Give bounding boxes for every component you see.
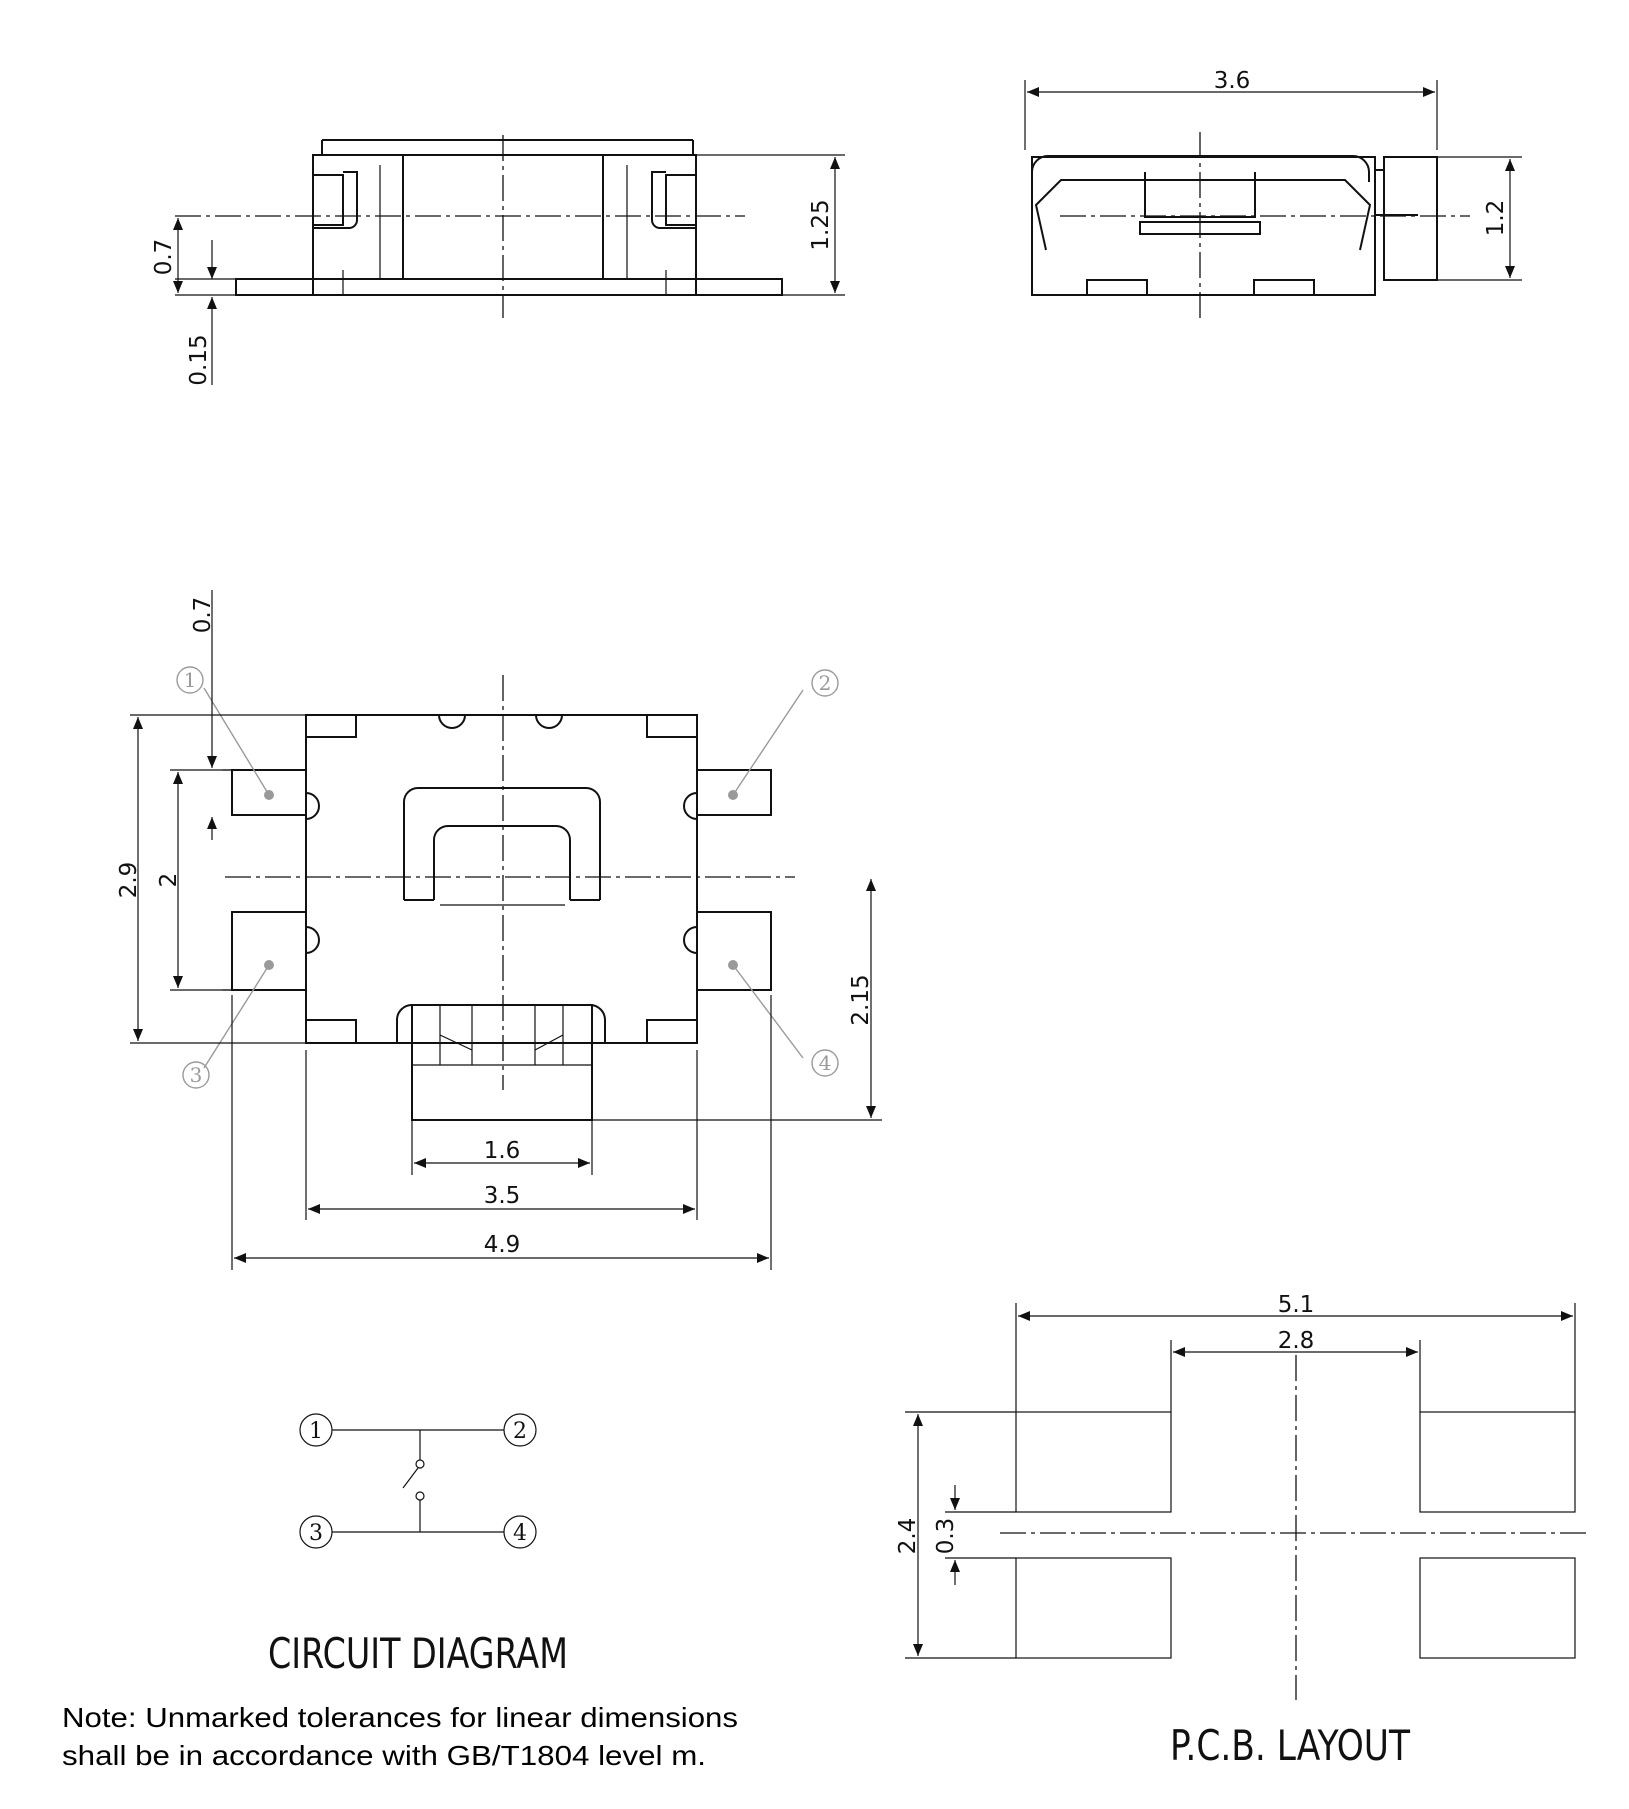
pin-label-2: 2 [818,671,832,695]
dim-0-15: 0.15 [186,334,212,386]
dim-5-1: 5.1 [1277,1292,1315,1318]
tolerance-note [62,1702,738,1771]
note-line-2: shall be in accordance with GB/T1804 level m. [62,1740,706,1771]
circuit-pin-1: 1 [309,1419,323,1444]
pcb-pad-2 [1420,1412,1575,1512]
dim-0-7-side: 0.7 [151,238,177,276]
pcb-pad-1 [1016,1412,1171,1512]
side-view-front [151,135,845,386]
dim-2-15: 2.15 [848,974,874,1026]
pcb-pad-4 [1420,1558,1575,1658]
pcb-layout [895,1292,1590,1770]
circuit-title: CIRCUIT DIAGRAM [268,1629,568,1678]
pcb-title: P.C.B. LAYOUT [1170,1721,1411,1770]
dim-4-9: 4.9 [483,1232,521,1258]
dim-0-3: 0.3 [933,1517,959,1555]
dim-2-9: 2.9 [116,861,142,899]
dim-3-5: 3.5 [483,1183,521,1209]
dim-0-7-pin: 0.7 [190,596,216,634]
dim-1-2: 1.2 [1483,199,1509,237]
pin-label-1: 1 [183,668,197,692]
circuit-diagram [268,1414,568,1678]
dim-3-6: 3.6 [1213,68,1251,94]
side-view-right [1025,68,1522,318]
circuit-pin-2: 2 [513,1419,527,1444]
note-line-1: Note: Unmarked tolerances for linear dimensions [62,1702,738,1733]
dim-2-8: 2.8 [1277,1328,1315,1354]
pin-label-4: 4 [818,1051,832,1075]
circuit-pin-3: 3 [309,1521,323,1546]
dim-1-25: 1.25 [808,199,834,251]
pin-label-3: 3 [189,1063,203,1087]
main-top-view [116,590,882,1270]
pcb-pad-3 [1016,1558,1171,1658]
dim-2: 2 [156,872,182,888]
dim-2-4: 2.4 [895,1517,921,1555]
circuit-pin-4: 4 [513,1521,527,1546]
dim-1-6: 1.6 [483,1138,521,1164]
